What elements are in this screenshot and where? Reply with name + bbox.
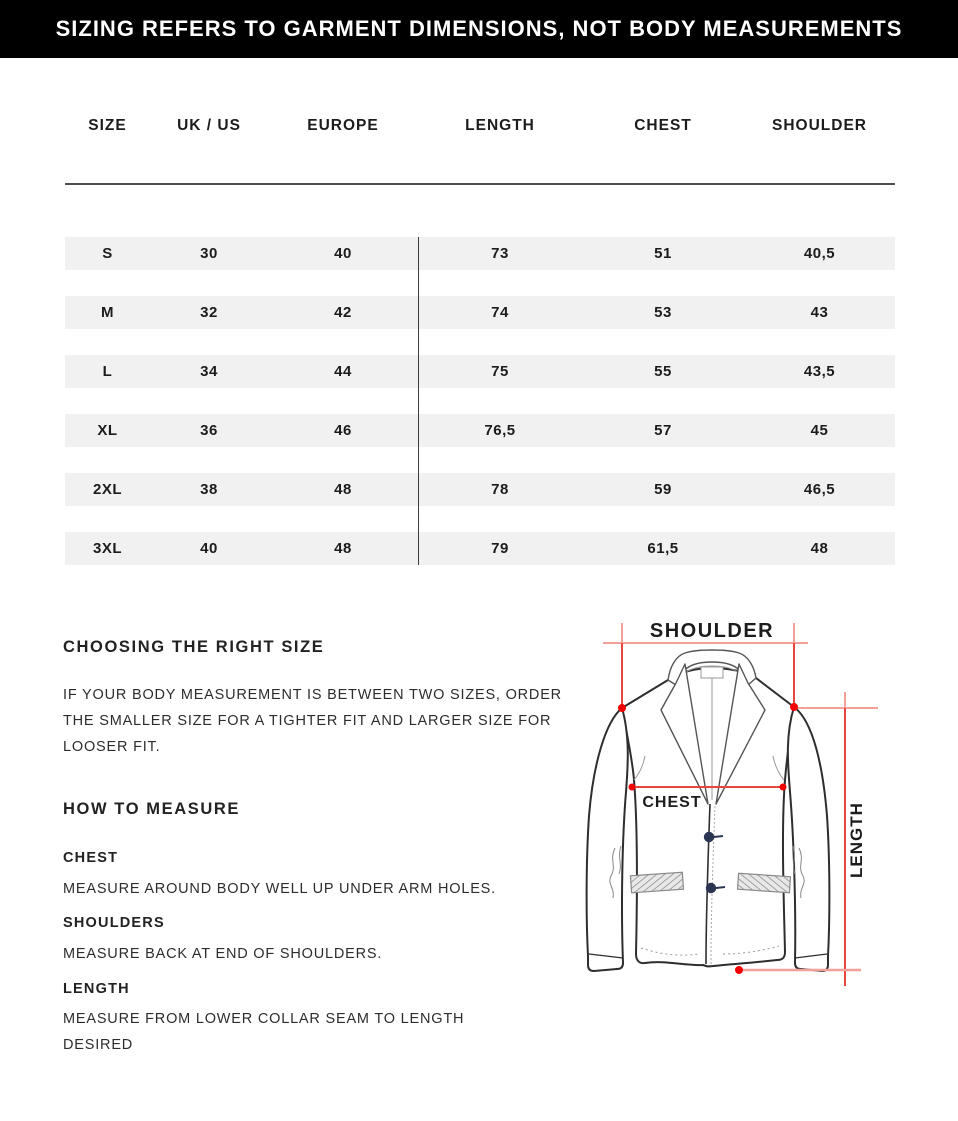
cell-size: M	[101, 304, 114, 321]
measure-shoulders-label: SHOULDERS	[63, 915, 165, 931]
cell-europe: 42	[334, 304, 352, 321]
cell-size: L	[102, 363, 113, 380]
cell-size: 2XL	[92, 481, 122, 498]
column-header-uk-us: UK / US	[177, 117, 241, 134]
right-shoulder-dot	[790, 703, 798, 711]
cell-uk-us: 36	[200, 422, 218, 439]
cell-shoulder: 40,5	[803, 245, 836, 262]
cell-size: 3XL	[92, 540, 122, 557]
cell-length: 79	[491, 540, 509, 557]
measure-chest-label: CHEST	[63, 850, 119, 866]
table-row-s	[65, 237, 895, 270]
cell-uk-us: 38	[200, 481, 218, 498]
jacket-body	[622, 668, 794, 966]
column-header-shoulder: SHOULDER	[772, 117, 867, 134]
cell-chest: 57	[654, 422, 672, 439]
size-table-body	[65, 237, 895, 565]
cell-uk-us: 40	[200, 540, 218, 557]
banner	[0, 0, 958, 58]
cell-shoulder: 48	[810, 540, 829, 557]
cell-europe: 46	[334, 422, 352, 439]
table-header-rule	[65, 183, 895, 185]
chest-right-dot	[780, 784, 787, 791]
top-button	[704, 832, 714, 842]
measure-length-text: MEASURE FROM LOWER COLLAR SEAM TO LENGTH DESIRED	[63, 1011, 465, 1053]
table-column-divider	[418, 237, 419, 565]
left-shoulder-dot	[618, 704, 626, 712]
table-row-l	[65, 355, 895, 388]
measure-length-label: LENGTH	[63, 981, 130, 997]
cell-size: XL	[97, 422, 118, 439]
cell-length: 78	[491, 481, 509, 498]
cell-length: 76,5	[484, 422, 516, 439]
diagram-chest-label: CHEST	[642, 794, 702, 811]
cell-chest: 59	[654, 481, 672, 498]
cell-length: 75	[491, 363, 509, 380]
jacket-left-sleeve	[587, 708, 628, 971]
cell-chest: 53	[654, 304, 672, 321]
hem-dot	[735, 966, 743, 974]
length-top-guide	[794, 692, 878, 708]
cell-shoulder: 46,5	[803, 481, 836, 498]
cell-uk-us: 32	[200, 304, 218, 321]
left-pocket	[630, 872, 683, 893]
diagram-length-label: LENGTH	[847, 802, 866, 878]
chest-left-dot	[629, 784, 636, 791]
right-pocket	[738, 873, 791, 893]
top-buttonhole	[714, 836, 723, 837]
cell-europe: 48	[334, 481, 352, 498]
choosing-size-text: IF YOUR BODY MEASUREMENT IS BETWEEN TWO SIZES, ORDER THE SMALLER SIZE FOR A TIGHTER FIT AND LARGER SIZE FOR LOOSER FIT.	[63, 687, 562, 755]
cell-uk-us: 30	[200, 245, 218, 262]
cell-shoulder: 45	[810, 422, 829, 439]
how-to-measure-heading: HOW TO MEASURE	[63, 800, 241, 818]
cell-europe: 48	[334, 540, 352, 557]
table-row-m	[65, 296, 895, 329]
collar-label	[701, 667, 723, 678]
table-row-3xl	[65, 532, 895, 565]
bottom-buttonhole	[716, 887, 725, 888]
banner-text: SIZING REFERS TO GARMENT DIMENSIONS, NOT BODY MEASUREMENTS	[55, 16, 903, 41]
cell-chest: 61,5	[647, 540, 679, 557]
cell-size: S	[102, 245, 113, 262]
jacket-measurement-diagram	[575, 608, 895, 1008]
cell-uk-us: 34	[200, 363, 218, 380]
jacket-illustration	[587, 650, 830, 971]
table-row-xl	[65, 414, 895, 447]
measure-shoulders-text: MEASURE BACK AT END OF SHOULDERS.	[63, 946, 383, 962]
cell-shoulder: 43,5	[803, 363, 836, 380]
cell-shoulder: 43	[810, 304, 829, 321]
column-header-size: SIZE	[88, 117, 127, 134]
cell-length: 74	[491, 304, 509, 321]
measure-chest-text: MEASURE AROUND BODY WELL UP UNDER ARM HOLES.	[63, 881, 496, 897]
cell-chest: 51	[654, 245, 672, 262]
diagram-shoulder-label: SHOULDER	[649, 620, 775, 642]
cell-length: 73	[491, 245, 509, 262]
size-table-header	[65, 117, 895, 135]
jacket-right-sleeve	[788, 707, 830, 971]
column-header-length: LENGTH	[465, 117, 535, 134]
table-row-2xl	[65, 473, 895, 506]
column-header-chest: CHEST	[634, 117, 692, 134]
cell-europe: 40	[334, 245, 352, 262]
bottom-button	[706, 883, 716, 893]
column-header-europe: EUROPE	[307, 117, 379, 134]
cell-chest: 55	[654, 363, 672, 380]
choosing-size-heading: CHOOSING THE RIGHT SIZE	[63, 638, 325, 656]
cell-europe: 44	[334, 363, 352, 380]
